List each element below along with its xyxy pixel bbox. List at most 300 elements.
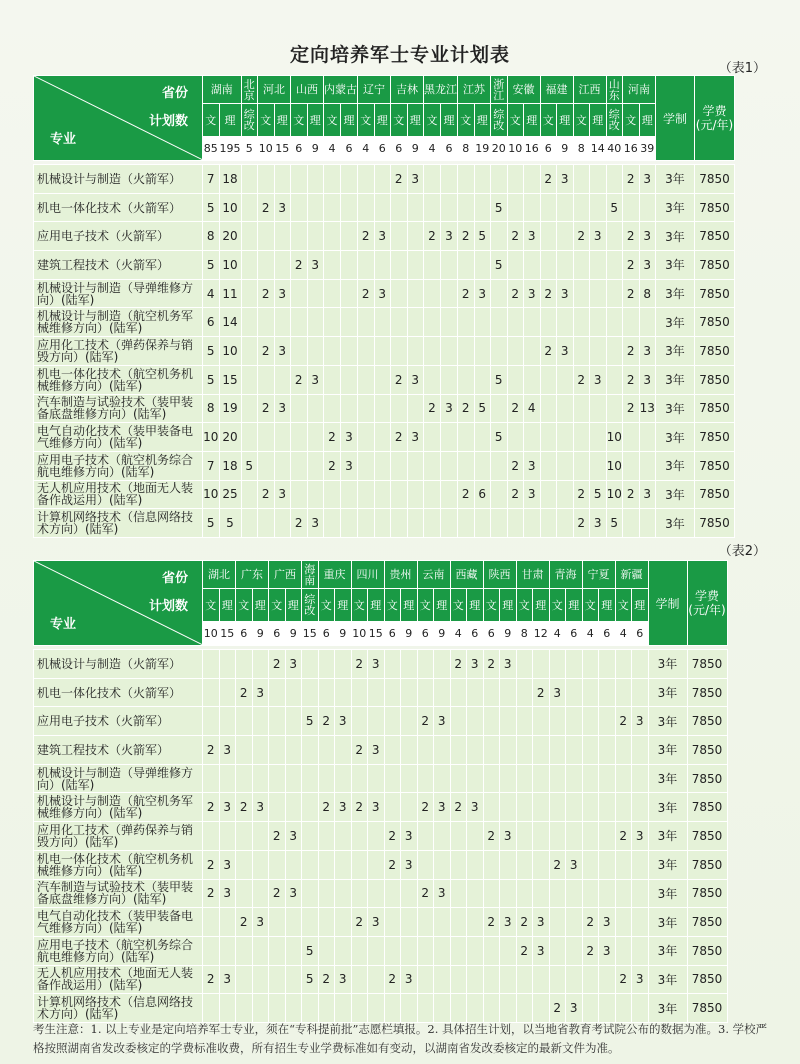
quota-cell (540, 509, 557, 538)
subject-header: 理 (590, 104, 607, 137)
quota-cell (557, 193, 574, 222)
quota-total: 4 (324, 136, 341, 160)
quota-cell: 3 (335, 965, 352, 994)
quota-cell (384, 793, 401, 822)
quota-total: 12 (533, 621, 550, 645)
quota-cell (606, 251, 623, 280)
quota-cell (524, 193, 541, 222)
quota-cell (632, 736, 649, 765)
quota-cell: 3 (252, 678, 269, 707)
quota-cell (269, 736, 286, 765)
quota-cell: 2 (573, 480, 590, 509)
duration-cell: 3年 (648, 936, 687, 965)
quota-cell (450, 965, 467, 994)
major-name: 机电一体化技术（火箭军） (34, 678, 203, 707)
quota-cell: 2 (450, 793, 467, 822)
quota-cell (450, 994, 467, 1023)
quota-cell (324, 480, 341, 509)
quota-cell (291, 165, 308, 194)
quota-cell (391, 279, 408, 308)
quota-cell: 2 (269, 822, 286, 851)
quota-cell (384, 879, 401, 908)
quota-cell: 2 (324, 451, 341, 480)
quota-cell (615, 678, 632, 707)
quota-cell (474, 423, 491, 452)
quota-cell: 2 (582, 908, 599, 937)
quota-cell: 10 (203, 480, 220, 509)
duration-header: 学制 (648, 561, 687, 646)
major-name: 汽车制造与试验技术（装甲装备底盘维修方向）(陆军) (34, 394, 203, 423)
quota-cell: 5 (203, 193, 220, 222)
quota-cell (291, 193, 308, 222)
quota-cell (606, 365, 623, 394)
quota-cell (307, 394, 324, 423)
quota-cell (507, 337, 524, 366)
quota-cell (351, 994, 368, 1023)
quota-cell (573, 451, 590, 480)
quota-cell (407, 337, 424, 366)
major-name: 应用化工技术（弹药保养与销毁方向）(陆军) (34, 337, 203, 366)
quota-cell (615, 879, 632, 908)
quota-cell (302, 850, 319, 879)
quota-cell (524, 423, 541, 452)
subject-header: 文 (269, 589, 286, 622)
table-row (34, 423, 735, 452)
quota-cell (491, 308, 508, 337)
province-header: 陕西 (483, 561, 516, 589)
quota-cell: 3 (549, 678, 566, 707)
quota-cell (351, 879, 368, 908)
table-row (34, 908, 728, 937)
quota-cell: 2 (540, 279, 557, 308)
quota-cell (424, 337, 441, 366)
quota-total: 6 (391, 136, 408, 160)
quota-cell (434, 678, 451, 707)
quota-cell: 2 (573, 509, 590, 538)
major-header-label: 专业 (50, 132, 77, 147)
subject-header: 理 (524, 104, 541, 137)
fee-cell: 7850 (695, 193, 735, 222)
quota-cell (590, 193, 607, 222)
quota-cell: 3 (557, 165, 574, 194)
quota-cell (516, 650, 533, 679)
quota-total: 6 (632, 621, 649, 645)
duration-cell: 3年 (648, 965, 687, 994)
quota-cell (291, 480, 308, 509)
subject-header: 文 (424, 104, 441, 137)
quota-cell (549, 650, 566, 679)
quota-cell (599, 764, 616, 793)
subject-header: 文 (318, 589, 335, 622)
subject-header: 理 (434, 589, 451, 622)
quota-cell (450, 850, 467, 879)
quota-cell (407, 308, 424, 337)
quota-cell (483, 965, 500, 994)
quota-cell (582, 764, 599, 793)
quota-cell (258, 509, 275, 538)
quota-cell (582, 850, 599, 879)
subject-header: 理 (599, 589, 616, 622)
quota-cell (374, 451, 391, 480)
quota-cell (573, 251, 590, 280)
quota-cell: 3 (474, 279, 491, 308)
quota-cell (540, 365, 557, 394)
quota-cell (274, 222, 291, 251)
quota-cell: 18 (219, 165, 241, 194)
quota-cell (374, 509, 391, 538)
duration-cell: 3年 (656, 365, 695, 394)
quota-cell: 3 (557, 337, 574, 366)
quota-cell (391, 337, 408, 366)
quota-cell (335, 936, 352, 965)
quota-cell (252, 764, 269, 793)
fee-header: 学费(元/年) (695, 76, 735, 161)
quota-cell (384, 707, 401, 736)
quota-cell: 5 (302, 965, 319, 994)
quota-cell: 3 (335, 707, 352, 736)
quota-cell (241, 222, 258, 251)
quota-cell (458, 423, 475, 452)
quota-cell: 3 (219, 965, 236, 994)
quota-cell (500, 879, 517, 908)
province-header: 辽宁 (358, 76, 391, 104)
quota-cell (639, 423, 656, 452)
quota-cell (341, 337, 358, 366)
quota-cell (417, 822, 434, 851)
quota-cell: 2 (351, 908, 368, 937)
quota-cell: 2 (203, 736, 220, 765)
quota-cell (434, 965, 451, 994)
quota-cell (417, 678, 434, 707)
quota-cell: 10 (203, 423, 220, 452)
province-header: 山西 (291, 76, 324, 104)
quota-cell (474, 308, 491, 337)
quota-cell (307, 337, 324, 366)
quota-cell (500, 678, 517, 707)
quota-cell: 2 (507, 394, 524, 423)
quota-cell (599, 965, 616, 994)
quota-cell: 2 (615, 707, 632, 736)
quota-cell (573, 193, 590, 222)
quota-cell: 5 (241, 451, 258, 480)
quota-total: 6 (441, 136, 458, 160)
quota-cell (285, 994, 302, 1023)
quota-cell (450, 908, 467, 937)
quota-cell: 10 (219, 251, 241, 280)
quota-cell (549, 936, 566, 965)
table-row (34, 678, 728, 707)
quota-cell: 3 (219, 879, 236, 908)
quota-cell (458, 337, 475, 366)
quota-total: 15 (302, 621, 319, 645)
duration-cell: 3年 (648, 764, 687, 793)
quota-cell: 2 (391, 423, 408, 452)
quota-cell (358, 480, 375, 509)
quota-cell: 3 (368, 650, 385, 679)
quota-cell (540, 193, 557, 222)
quota-cell (507, 251, 524, 280)
quota-cell: 2 (458, 279, 475, 308)
quota-total: 39 (639, 136, 656, 160)
quota-cell (407, 193, 424, 222)
quota-cell (318, 850, 335, 879)
quota-cell (516, 994, 533, 1023)
quota-cell (285, 793, 302, 822)
quota-cell: 3 (566, 994, 583, 1023)
quota-cell (458, 509, 475, 538)
quota-cell (307, 222, 324, 251)
quota-cell (557, 423, 574, 452)
quota-cell (507, 193, 524, 222)
subject-header: 理 (335, 589, 352, 622)
quota-cell: 3 (639, 165, 656, 194)
quota-cell: 2 (450, 650, 467, 679)
quota-cell: 6 (474, 480, 491, 509)
quota-cell: 8 (203, 222, 220, 251)
quota-cell (335, 908, 352, 937)
major-name: 建筑工程技术（火箭军） (34, 736, 203, 765)
quota-cell (391, 509, 408, 538)
quota-cell: 2 (615, 965, 632, 994)
fee-cell: 7850 (687, 707, 727, 736)
table-row (34, 451, 735, 480)
table-row (34, 279, 735, 308)
quota-cell: 3 (599, 908, 616, 937)
quota-cell (582, 965, 599, 994)
quota-cell: 5 (203, 365, 220, 394)
quota-cell: 2 (623, 222, 640, 251)
quota-cell (252, 936, 269, 965)
quota-cell (573, 394, 590, 423)
quota-cell: 2 (424, 394, 441, 423)
quota-cell: 3 (407, 165, 424, 194)
quota-cell (590, 251, 607, 280)
duration-cell: 3年 (648, 908, 687, 937)
subject-header: 理 (500, 589, 517, 622)
quota-cell (341, 480, 358, 509)
quota-total: 6 (540, 136, 557, 160)
quota-cell (324, 337, 341, 366)
quota-cell (590, 279, 607, 308)
subject-header: 理 (285, 589, 302, 622)
quota-cell (374, 308, 391, 337)
subject-header: 文 (483, 589, 500, 622)
quota-cell (557, 251, 574, 280)
quota-cell: 2 (258, 193, 275, 222)
quota-cell (368, 822, 385, 851)
quota-cell: 3 (285, 822, 302, 851)
quota-cell: 2 (258, 337, 275, 366)
quota-cell (219, 764, 236, 793)
quota-cell: 20 (219, 423, 241, 452)
quota-total: 6 (374, 136, 391, 160)
duration-cell: 3年 (656, 165, 695, 194)
province-header: 河北 (258, 76, 291, 104)
quota-cell: 3 (274, 193, 291, 222)
quota-cell: 2 (424, 222, 441, 251)
major-name: 无人机应用技术（地面无人装备作战运用）(陆军) (34, 965, 203, 994)
quota-cell (533, 793, 550, 822)
major-name: 应用电子技术（航空机务综合航电维修方向）(陆军) (34, 451, 203, 480)
quota-cell (599, 850, 616, 879)
quota-cell (623, 423, 640, 452)
quota-cell (291, 451, 308, 480)
quota-cell (582, 879, 599, 908)
quota-cell (358, 337, 375, 366)
quota-cell (549, 879, 566, 908)
quota-cell (632, 908, 649, 937)
quota-total: 9 (401, 621, 418, 645)
quota-cell: 2 (507, 451, 524, 480)
quota-cell: 5 (203, 509, 220, 538)
major-name: 应用电子技术（火箭军） (34, 222, 203, 251)
quota-cell (285, 707, 302, 736)
quota-cell (401, 707, 418, 736)
subject-header: 理 (407, 104, 424, 137)
quota-total: 4 (358, 136, 375, 160)
quota-cell (384, 994, 401, 1023)
quota-cell: 3 (374, 279, 391, 308)
quota-cell (434, 936, 451, 965)
quota-total: 8 (458, 136, 475, 160)
quota-cell: 5 (606, 193, 623, 222)
quota-cell (500, 965, 517, 994)
quota-cell (219, 678, 236, 707)
quota-cell: 2 (203, 879, 220, 908)
quota-cell: 2 (483, 822, 500, 851)
quota-cell (483, 736, 500, 765)
subject-header: 文 (540, 104, 557, 137)
quota-cell (516, 678, 533, 707)
quota-cell (203, 650, 220, 679)
province-header: 安徽 (507, 76, 540, 104)
quota-cell (557, 451, 574, 480)
quota-cell (407, 251, 424, 280)
quota-cell (358, 509, 375, 538)
quota-cell (241, 279, 258, 308)
quota-cell (507, 308, 524, 337)
quota-cell (639, 451, 656, 480)
quota-cell (351, 764, 368, 793)
quota-total: 19 (474, 136, 491, 160)
quota-total: 6 (269, 621, 286, 645)
duration-cell: 3年 (656, 279, 695, 308)
quota-cell (516, 764, 533, 793)
quota-cell (307, 308, 324, 337)
quota-cell (391, 222, 408, 251)
quota-cell (566, 965, 583, 994)
quota-cell (573, 308, 590, 337)
quota-cell (368, 764, 385, 793)
quota-cell (302, 764, 319, 793)
quota-cell: 2 (417, 707, 434, 736)
quota-cell: 2 (384, 965, 401, 994)
quota-cell (533, 736, 550, 765)
subject-header: 理 (632, 589, 649, 622)
province-header: 新疆 (615, 561, 648, 589)
quota-cell (318, 936, 335, 965)
quota-cell (632, 994, 649, 1023)
quota-cell (401, 764, 418, 793)
quota-cell (639, 509, 656, 538)
quota-cell: 2 (540, 165, 557, 194)
quota-cell (335, 994, 352, 1023)
quota-cell (524, 509, 541, 538)
table-row (34, 251, 735, 280)
quota-cell (307, 165, 324, 194)
quota-cell (639, 193, 656, 222)
quota-cell (374, 251, 391, 280)
quota-cell: 2 (318, 707, 335, 736)
quota-cell (407, 279, 424, 308)
subject-header: 理 (307, 104, 324, 137)
quota-cell (374, 337, 391, 366)
quota-cell (368, 936, 385, 965)
fee-cell: 7850 (695, 222, 735, 251)
major-name: 机械设计与制造（火箭军） (34, 650, 203, 679)
subject-header: 文 (351, 589, 368, 622)
quota-cell (236, 936, 253, 965)
quota-cell (391, 251, 408, 280)
quota-cell: 3 (401, 822, 418, 851)
subject-header: 理 (219, 589, 236, 622)
quota-cell (407, 480, 424, 509)
quota-cell (219, 994, 236, 1023)
quota-cell (507, 423, 524, 452)
quota-cell (236, 650, 253, 679)
subject-header: 文 (573, 104, 590, 137)
quota-cell (335, 736, 352, 765)
quota-cell (236, 965, 253, 994)
quota-cell (417, 650, 434, 679)
quota-cell (291, 308, 308, 337)
fee-cell: 7850 (687, 764, 727, 793)
quota-cell (203, 764, 220, 793)
quota-cell (341, 365, 358, 394)
quota-cell (335, 850, 352, 879)
quota-cell (374, 165, 391, 194)
quota-cell (307, 279, 324, 308)
quota-cell (302, 736, 319, 765)
quota-cell (434, 736, 451, 765)
major-name: 机械设计与制造（航空机务军械维修方向）(陆军) (34, 308, 203, 337)
quota-cell (291, 423, 308, 452)
quota-header-label: 计划数 (148, 114, 188, 129)
fee-cell: 7850 (695, 279, 735, 308)
quota-cell (269, 908, 286, 937)
quota-total: 10 (203, 621, 220, 645)
subject-header: 文 (458, 104, 475, 137)
quota-cell: 5 (491, 251, 508, 280)
fee-cell: 7850 (695, 394, 735, 423)
quota-cell: 3 (590, 222, 607, 251)
quota-cell (374, 423, 391, 452)
quota-total: 85 (203, 136, 220, 160)
quota-cell (483, 707, 500, 736)
quota-cell (540, 451, 557, 480)
quota-cell (302, 879, 319, 908)
subject-header: 文 (203, 589, 220, 622)
quota-cell (474, 337, 491, 366)
quota-cell: 3 (441, 394, 458, 423)
duration-cell: 3年 (656, 222, 695, 251)
quota-cell (549, 736, 566, 765)
candidate-note: 考生注意：1. 以上专业是定向培养军士专业，须在“专科提前批”志愿栏填报。2. 具体招生计划，以当地省教育考试院公布的数据为准。3. 学校严格按照湖南省发改委核定的学费标准收费，所有招生专业学费标准如有变动，以湖南省发改委核定的最新文件为准。 (33, 1022, 768, 1055)
quota-cell: 2 (549, 850, 566, 879)
quota-cell (533, 707, 550, 736)
quota-cell: 2 (623, 480, 640, 509)
quota-cell: 2 (351, 736, 368, 765)
